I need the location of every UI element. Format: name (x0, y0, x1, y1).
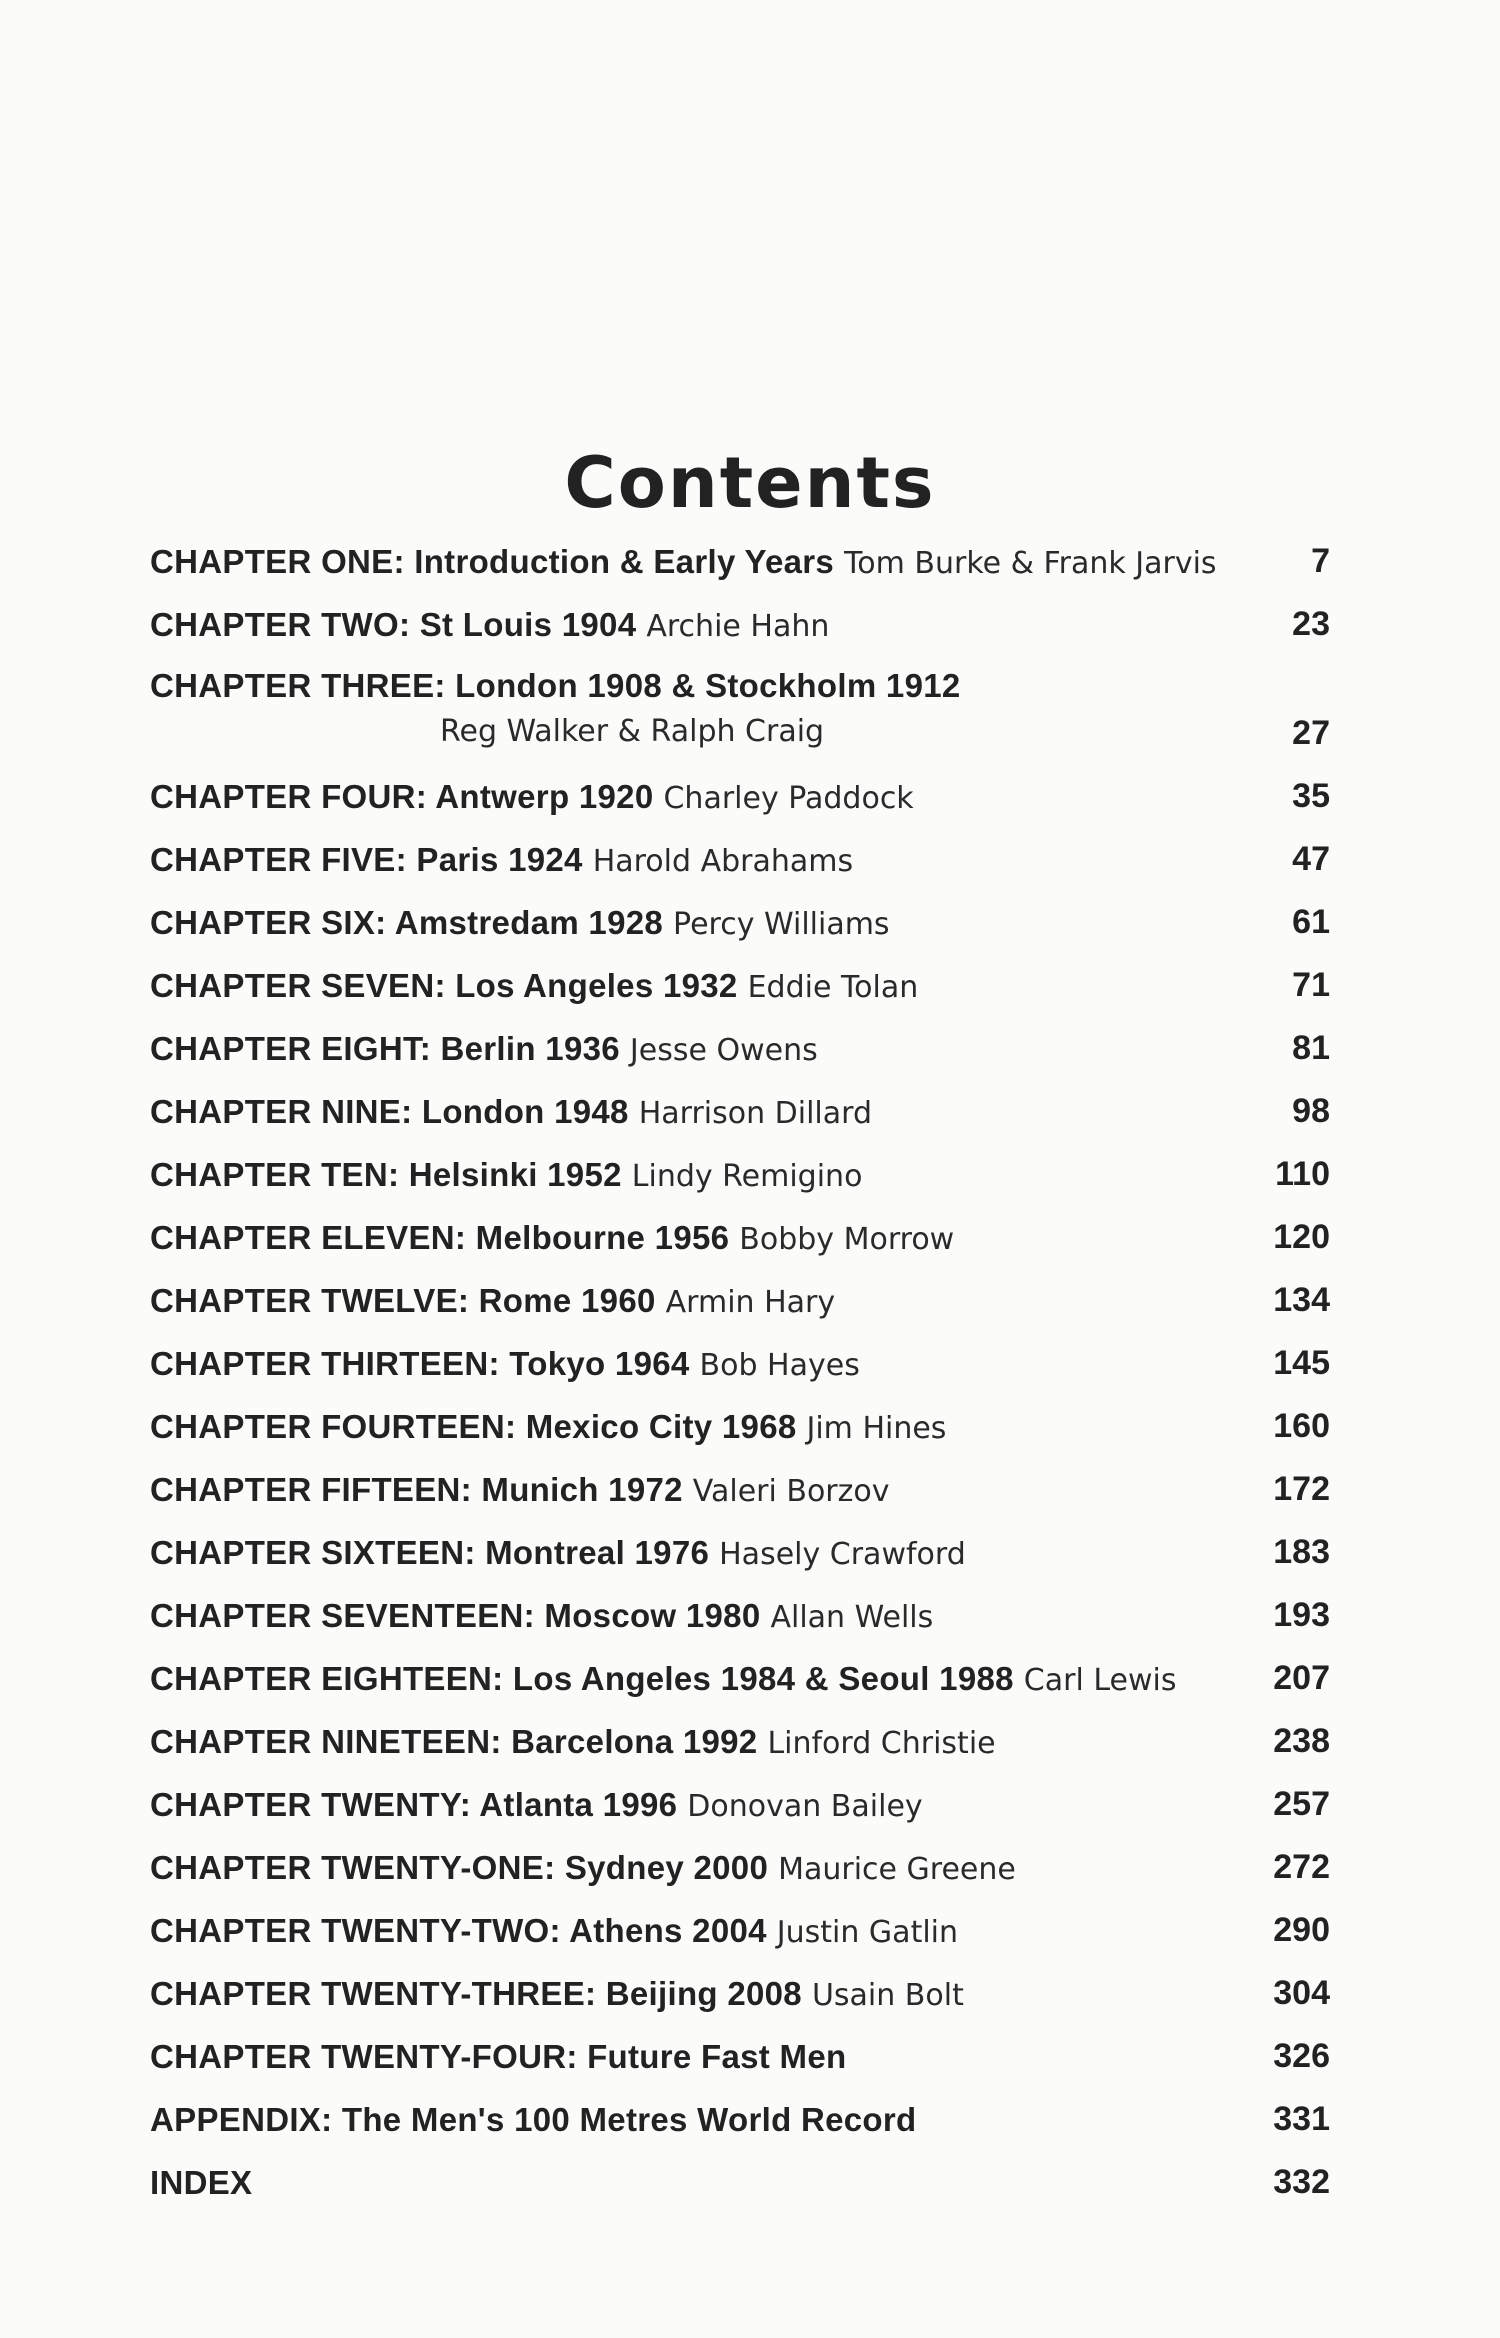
toc-athlete-name: Donovan Bailey (687, 1789, 923, 1824)
toc-entry[interactable] (150, 1962, 1330, 2025)
toc-page-number: 272 (1273, 1848, 1330, 1886)
toc-entry[interactable] (150, 2088, 1330, 2151)
toc-athlete-name: Reg Walker & Ralph Craig (440, 714, 825, 749)
toc-index-heading: INDEX (150, 2164, 253, 2201)
toc-chapter-heading: CHAPTER SIXTEEN: Montreal 1976 (150, 1534, 710, 1571)
toc-page-number: 332 (1273, 2163, 1330, 2201)
toc-entry[interactable] (150, 954, 1330, 1017)
toc-page-number: 172 (1273, 1470, 1330, 1508)
toc-entry[interactable] (150, 1899, 1330, 1962)
toc-chapter-heading: CHAPTER FIVE: Paris 1924 (150, 841, 583, 878)
toc-entry[interactable] (150, 1206, 1330, 1269)
toc-athlete-name: Percy Williams (673, 907, 890, 942)
toc-page-number: 193 (1273, 1596, 1330, 1634)
toc-entry[interactable] (150, 1647, 1330, 1710)
toc-entry[interactable] (150, 1332, 1330, 1395)
toc-chapter-heading: CHAPTER TWO: St Louis 1904 (150, 606, 637, 643)
toc-chapter-heading: CHAPTER TWENTY-THREE: Beijing 2008 (150, 1975, 802, 2012)
toc-entry[interactable] (150, 1584, 1330, 1647)
toc-chapter-heading: CHAPTER TWENTY-FOUR: Future Fast Men (150, 2038, 847, 2075)
toc-page-number: 304 (1273, 1974, 1330, 2012)
toc-page-number: 238 (1273, 1722, 1330, 1760)
toc-page-number: 35 (1292, 777, 1330, 815)
toc-athlete-name: Eddie Tolan (747, 970, 919, 1005)
toc-chapter-heading: CHAPTER EIGHTEEN: Los Angeles 1984 & Seoul 1988 (150, 1660, 1014, 1697)
toc-athlete-name: Archie Hahn (646, 609, 830, 644)
toc-chapter-heading: CHAPTER THREE: London 1908 & Stockholm 1912 (150, 667, 961, 704)
toc-athlete-name: Lindy Remigino (631, 1159, 863, 1194)
toc-entry[interactable] (150, 1836, 1330, 1899)
toc-entry[interactable] (150, 1521, 1330, 1584)
toc-athlete-name: Carl Lewis (1023, 1663, 1177, 1698)
toc-chapter-heading: CHAPTER FOURTEEN: Mexico City 1968 (150, 1408, 797, 1445)
toc-page-number: 331 (1273, 2100, 1330, 2138)
toc-page-number: 81 (1292, 1029, 1330, 1067)
toc-athlete-name: Tom Burke & Frank Jarvis (844, 546, 1217, 581)
toc-entry[interactable] (150, 2025, 1330, 2088)
toc-page-number: 71 (1292, 966, 1330, 1004)
toc-athlete-name: Bob Hayes (699, 1348, 860, 1383)
toc-page-number: 98 (1292, 1092, 1330, 1130)
page-title: Contents (564, 441, 936, 524)
toc-chapter-heading: CHAPTER TWENTY-TWO: Athens 2004 (150, 1912, 767, 1949)
toc-athlete-name: Valeri Borzov (692, 1474, 890, 1509)
toc-page-number: 326 (1273, 2037, 1330, 2075)
toc-athlete-name: Allan Wells (770, 1600, 934, 1635)
toc-chapter-heading: CHAPTER FIFTEEN: Munich 1972 (150, 1471, 683, 1508)
toc-athlete-name: Justin Gatlin (776, 1915, 959, 1950)
table-of-contents (150, 530, 1330, 2214)
toc-page-number: 27 (1292, 714, 1330, 752)
toc-chapter-heading: CHAPTER ONE: Introduction & Early Years (150, 543, 835, 580)
toc-entry[interactable] (150, 891, 1330, 954)
toc-chapter-heading: CHAPTER TWENTY-ONE: Sydney 2000 (150, 1849, 769, 1886)
toc-page-number: 7 (1311, 542, 1330, 580)
toc-entry[interactable] (150, 1395, 1330, 1458)
toc-entry[interactable] (150, 530, 1330, 593)
toc-chapter-heading: CHAPTER ELEVEN: Melbourne 1956 (150, 1219, 730, 1256)
toc-chapter-heading: CHAPTER TWENTY: Atlanta 1996 (150, 1786, 678, 1823)
toc-page-number: 290 (1273, 1911, 1330, 1949)
toc-entry[interactable] (150, 593, 1330, 656)
toc-page-number: 120 (1273, 1218, 1330, 1256)
toc-chapter-heading: CHAPTER SEVENTEEN: Moscow 1980 (150, 1597, 761, 1634)
toc-page-number: 160 (1273, 1407, 1330, 1445)
toc-athlete-name: Armin Hary (665, 1285, 836, 1320)
toc-entry[interactable] (150, 1773, 1330, 1836)
toc-chapter-heading: CHAPTER TEN: Helsinki 1952 (150, 1156, 622, 1193)
toc-entry[interactable] (150, 1143, 1330, 1206)
toc-page-number: 23 (1292, 605, 1330, 643)
toc-entry[interactable] (150, 1710, 1330, 1773)
toc-athlete-name: Jim Hines (806, 1411, 947, 1446)
toc-chapter-heading: CHAPTER SEVEN: Los Angeles 1932 (150, 967, 738, 1004)
toc-page-number: 47 (1292, 840, 1330, 878)
toc-page-number: 61 (1292, 903, 1330, 941)
toc-athlete-name: Bobby Morrow (739, 1222, 955, 1257)
toc-entry[interactable] (150, 1017, 1330, 1080)
toc-chapter-heading: CHAPTER FOUR: Antwerp 1920 (150, 778, 654, 815)
toc-entry[interactable] (150, 2151, 1330, 2214)
toc-athlete-name: Jesse Owens (629, 1033, 818, 1068)
toc-page-number: 183 (1273, 1533, 1330, 1571)
toc-athlete-name: Harrison Dillard (638, 1096, 872, 1131)
toc-chapter-heading: CHAPTER EIGHT: Berlin 1936 (150, 1030, 620, 1067)
toc-athlete-name: Linford Christie (767, 1726, 996, 1761)
toc-page-number: 207 (1273, 1659, 1330, 1697)
toc-chapter-heading: CHAPTER NINE: London 1948 (150, 1093, 629, 1130)
toc-page-number: 145 (1273, 1344, 1330, 1382)
toc-athlete-name: Maurice Greene (778, 1852, 1016, 1887)
toc-page-number: 257 (1273, 1785, 1330, 1823)
toc-chapter-heading: CHAPTER THIRTEEN: Tokyo 1964 (150, 1345, 690, 1382)
toc-chapter-heading: CHAPTER SIX: Amstredam 1928 (150, 904, 664, 941)
toc-entry[interactable] (150, 1458, 1330, 1521)
toc-page-number: 110 (1275, 1155, 1330, 1193)
toc-page-number: 134 (1273, 1281, 1330, 1319)
toc-entry[interactable] (150, 765, 1330, 828)
toc-entry[interactable] (150, 656, 1330, 765)
toc-athlete-name: Charley Paddock (663, 781, 914, 816)
toc-chapter-heading: CHAPTER TWELVE: Rome 1960 (150, 1282, 656, 1319)
toc-chapter-heading: CHAPTER NINETEEN: Barcelona 1992 (150, 1723, 758, 1760)
toc-entry[interactable] (150, 1080, 1330, 1143)
toc-athlete-name: Harold Abrahams (592, 844, 854, 879)
toc-entry[interactable] (150, 828, 1330, 891)
toc-entry[interactable] (150, 1269, 1330, 1332)
toc-appendix-heading: APPENDIX: The Men's 100 Metres World Record (150, 2101, 917, 2138)
toc-athlete-name: Usain Bolt (811, 1978, 964, 2013)
toc-athlete-name: Hasely Crawford (719, 1537, 966, 1572)
